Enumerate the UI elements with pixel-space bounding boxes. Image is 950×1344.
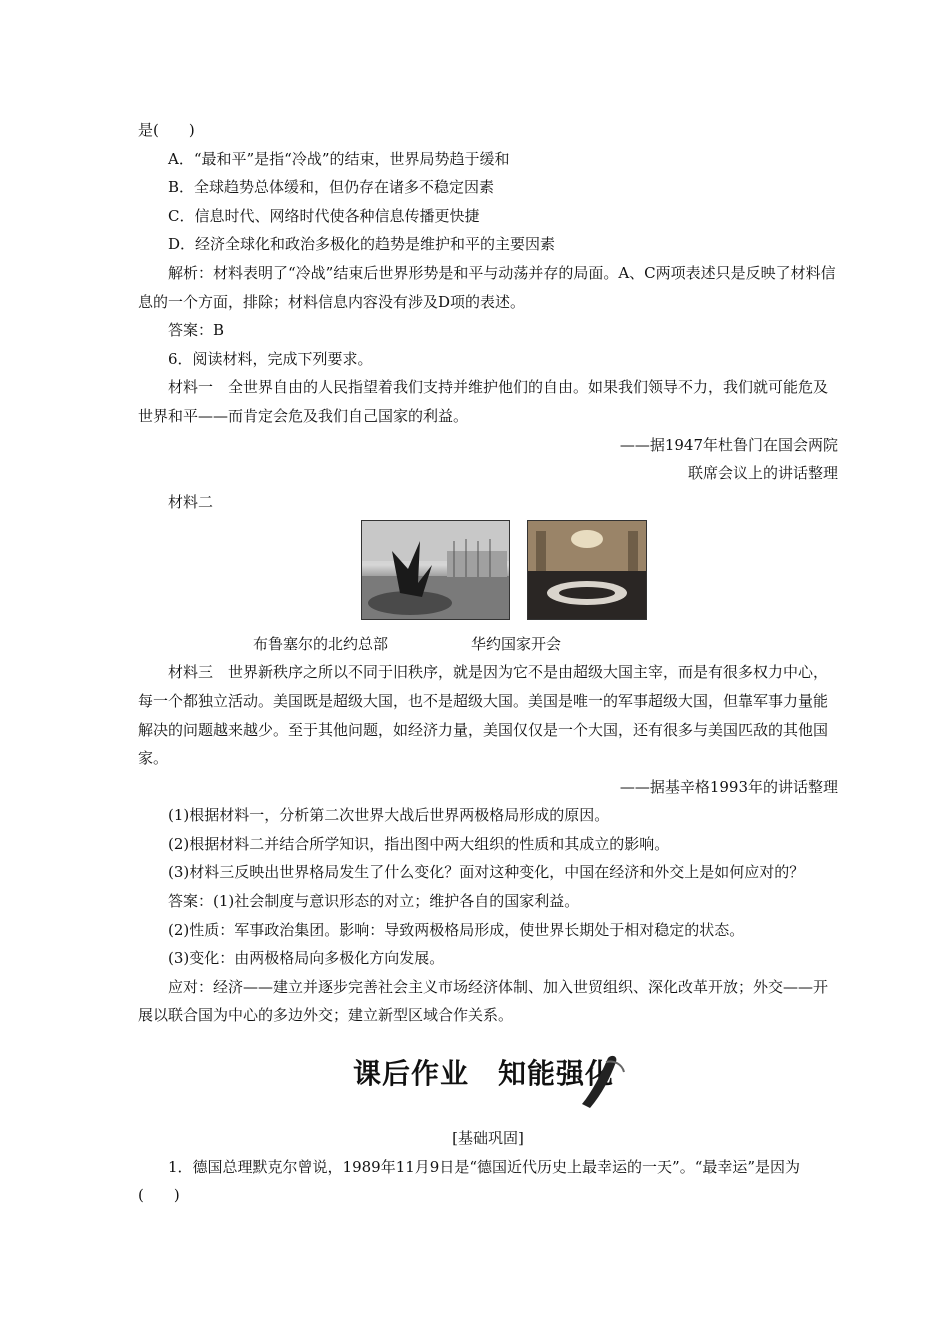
caption-nato: 布鲁塞尔的北约总部 — [253, 635, 389, 654]
answer: 答案：B — [168, 321, 225, 340]
option-c: C．信息时代、网络时代使各种信息传播更快捷 — [168, 206, 480, 225]
sub-question-2: (2)根据材料二并结合所学知识，指出图中两大组织的性质和其成立的影响。 — [168, 834, 670, 853]
answer-3: (3)变化：由两极格局向多极化方向发展。 — [168, 949, 445, 968]
option-a: A．“最和平”是指“冷战”的结束，世界局势趋于缓和 — [168, 149, 510, 168]
brush-stroke-icon — [578, 1052, 628, 1110]
section-subtitle: [基础巩固] — [452, 1129, 524, 1148]
option-d: D．经济全球化和政治多极化的趋势是维护和平的主要因素 — [168, 235, 556, 254]
analysis: 解析：材料表明了“冷战”结束后世界形势是和平与动荡并存的局面。A、C两项表述只是反映了材料信息的一个方面，排除；材料信息内容没有涉及D项的表述。 — [138, 263, 836, 311]
material-three-source: ——据基辛格1993年的讲话整理 — [619, 777, 838, 796]
answer-2: (2)性质：军事政治集团。影响：导致两极格局形成，使世界长期处于相对稳定的状态。 — [168, 920, 745, 939]
meeting-hall-image — [528, 521, 646, 619]
material-three: 材料三 世界新秩序之所以不同于旧秩序，就是因为它不是由超级大国主宰，而是有很多权力中心，每一个都独立活动。美国既是超级大国，也不是超级大国。美国是唯一的军事超级大国，但靠军事力量能解决的问题越来越少。至于其他问题，如经济力量，美国仅仅是一个大国，还有很多与美国匹敌的其他国家。 — [138, 663, 829, 768]
material-two-photos — [138, 520, 838, 620]
material-one-source-2: 联席会议上的讲话整理 — [687, 464, 838, 483]
material-one: 材料一 全世界自由的人民指望着我们支持并维护他们的自由。如果我们领导不力，我们就可能危及世界和平——而肯定会危及我们自己国家的利益。 — [138, 378, 829, 425]
answer-response: 应对：经济——建立并逐步完善社会主义市场经济体制、加入世贸组织、深化改革开放；外交——开展以联合国为中心的多边外交；建立新型区域合作关系。 — [138, 977, 829, 1025]
photo-captions — [138, 630, 838, 658]
material-two-label: 材料二 — [168, 492, 214, 511]
next-question-1: 1．德国总理默克尔曾说，1989年11月9日是“德国近代历史上最幸运的一天”。“最幸运”是因为( ) — [138, 1157, 801, 1205]
option-b: B．全球趋势总体缓和，但仍存在诸多不稳定因素 — [168, 178, 495, 197]
answer-1: 答案：(1)社会制度与意识形态的对立；维护各自的国家利益。 — [168, 892, 580, 911]
caption-warsaw-pact: 华约国家开会 — [471, 635, 562, 654]
material-one-source-1: ——据1947年杜鲁门在国会两院 — [619, 435, 838, 454]
nato-headquarters-photo — [361, 520, 510, 620]
question-6: 6．阅读材料，完成下列要求。 — [168, 349, 373, 368]
section-banner — [138, 1044, 838, 1124]
sub-question-3: (3)材料三反映出世界格局发生了什么变化？面对这种变化，中国在经济和外交上是如何应对的？ — [168, 863, 805, 882]
warsaw-pact-meeting-photo — [527, 520, 647, 620]
sub-question-1: (1)根据材料一，分析第二次世界大战后世界两极格局形成的原因。 — [168, 806, 610, 825]
nato-sculpture-image — [362, 521, 509, 619]
document-page — [138, 116, 838, 1210]
section-title: 课后作业 知能强化 — [353, 1057, 615, 1091]
question-stem-end: 是( ) — [138, 121, 195, 139]
